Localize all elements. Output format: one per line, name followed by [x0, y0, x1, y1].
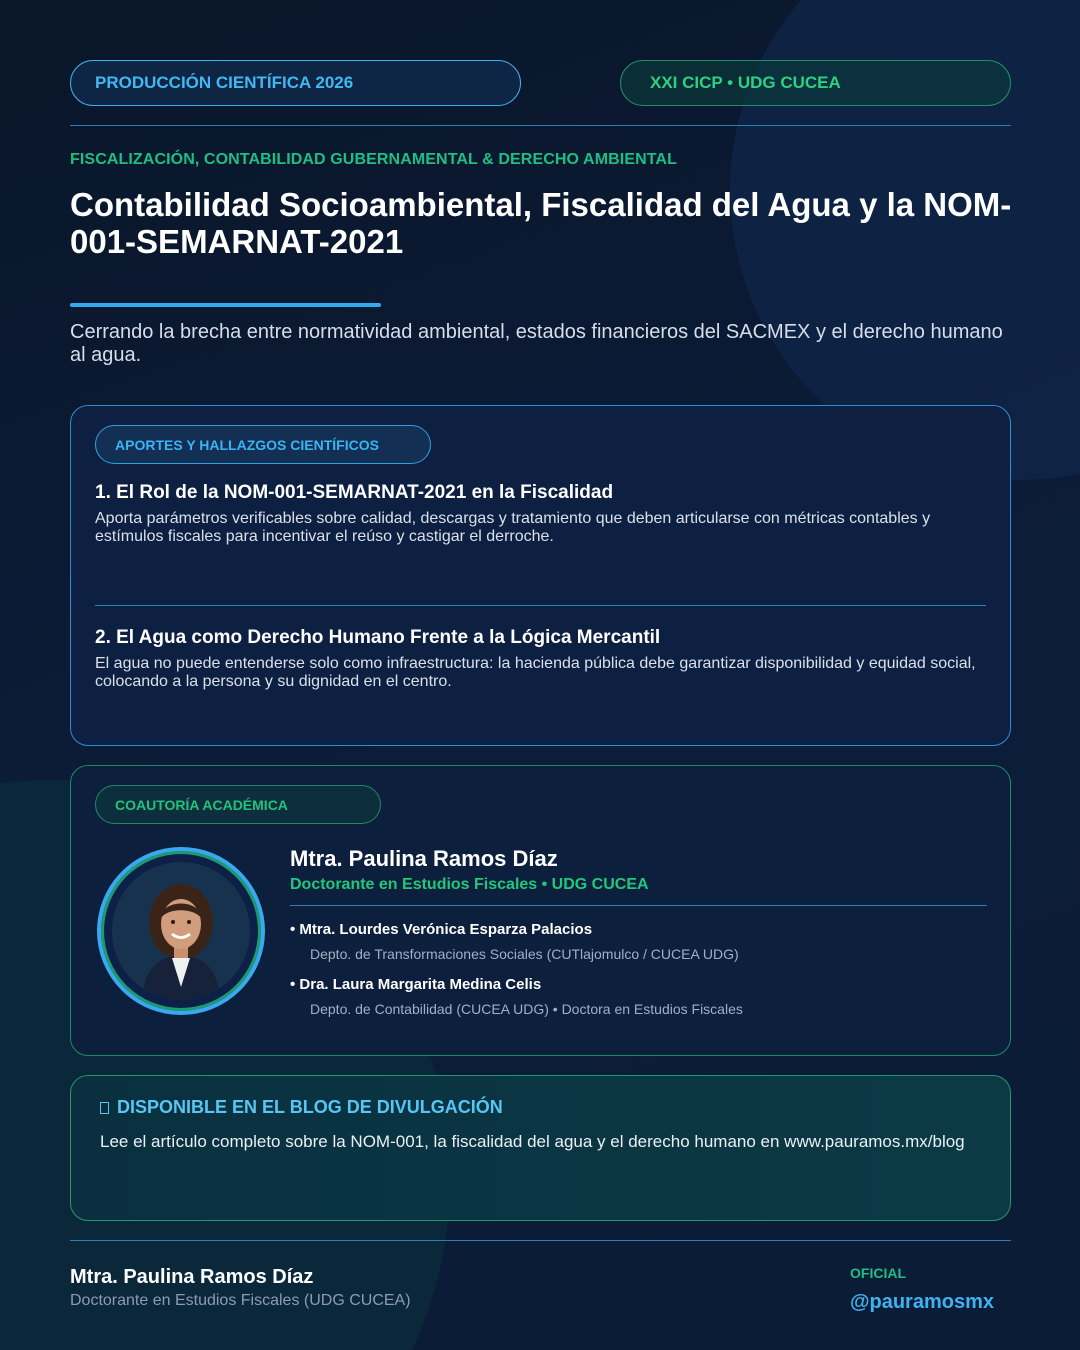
official-label: OFICIAL	[850, 1265, 906, 1281]
main-author-name: Mtra. Paulina Ramos Díaz	[290, 846, 558, 871]
coauthor-name: • Dra. Laura Margarita Medina Celis	[290, 976, 542, 993]
main-author-role: Doctorante en Estudios Fiscales • UDG CUCEA	[290, 876, 649, 893]
title-accent-bar	[70, 303, 381, 307]
findings-card	[70, 405, 1011, 746]
finding-title: 1. El Rol de la NOM-001-SEMARNAT-2021 en la Fiscalidad	[95, 482, 614, 503]
coauthorship-chip: COAUTORÍA ACADÉMICA	[95, 785, 381, 824]
finding-text: El agua no puede entenderse solo como infraestructura: la hacienda pública debe garantizar disponibilidad y equidad social, colocando a la persona y su dignidad en el centro.	[95, 655, 976, 690]
blog-description: Lee el artículo completo sobre la NOM-001, la fiscalidad del agua y el derecho humano en www.pauramos.mx/blog	[100, 1132, 965, 1151]
finding-text: Aporta parámetros verificables sobre calidad, descargas y tratamiento que deben articularse con métricas contables y estímulos fiscales para incentivar el reúso y castigar el derroche.	[95, 510, 931, 545]
event-badge: XXI CICP • UDG CUCEA	[620, 60, 1011, 106]
footer-author-name: Mtra. Paulina Ramos Díaz	[70, 1266, 314, 1288]
finding-item	[95, 482, 985, 546]
social-handle-link[interactable]: @pauramosmx	[850, 1291, 994, 1313]
coauthor-department: Depto. de Transformaciones Sociales (CUTlajomulco / CUCEA UDG)	[310, 946, 739, 962]
coauthor-name: • Mtra. Lourdes Verónica Esparza Palacios	[290, 921, 593, 938]
production-badge: PRODUCCIÓN CIENTÍFICA 2026	[70, 60, 521, 106]
header-divider	[70, 125, 1011, 126]
page-title: Contabilidad Socioambiental, Fiscalidad del Agua y la NOM-001-SEMARNAT-2021	[70, 186, 1012, 260]
footer-divider	[70, 1240, 1011, 1241]
authors-card	[70, 765, 1011, 1056]
author-photo	[112, 862, 250, 1000]
blog-heading	[100, 1097, 503, 1118]
finding-title: 2. El Agua como Derecho Humano Frente a la Lógica Mercantil	[95, 627, 661, 648]
findings-divider	[95, 605, 986, 606]
findings-chip: APORTES Y HALLAZGOS CIENTÍFICOS	[95, 425, 431, 464]
blog-card	[70, 1075, 1011, 1221]
topic-kicker: FISCALIZACIÓN, CONTABILIDAD GUBERNAMENTAL & DERECHO AMBIENTAL	[70, 151, 677, 168]
blog-title: DISPONIBLE EN EL BLOG DE DIVULGACIÓN	[117, 1097, 503, 1117]
avatar	[97, 847, 265, 1015]
authors-divider	[290, 905, 987, 906]
finding-item	[95, 627, 985, 691]
person-portrait-icon	[112, 862, 250, 1000]
document-icon	[100, 1102, 109, 1114]
footer-author-role: Doctorante en Estudios Fiscales (UDG CUCEA)	[70, 1292, 411, 1309]
page-subtitle: Cerrando la brecha entre normatividad ambiental, estados financieros del SACMEX y el derecho humano al agua.	[70, 321, 1003, 366]
coauthor-department: Depto. de Contabilidad (CUCEA UDG) • Doctora en Estudios Fiscales	[310, 1001, 743, 1017]
